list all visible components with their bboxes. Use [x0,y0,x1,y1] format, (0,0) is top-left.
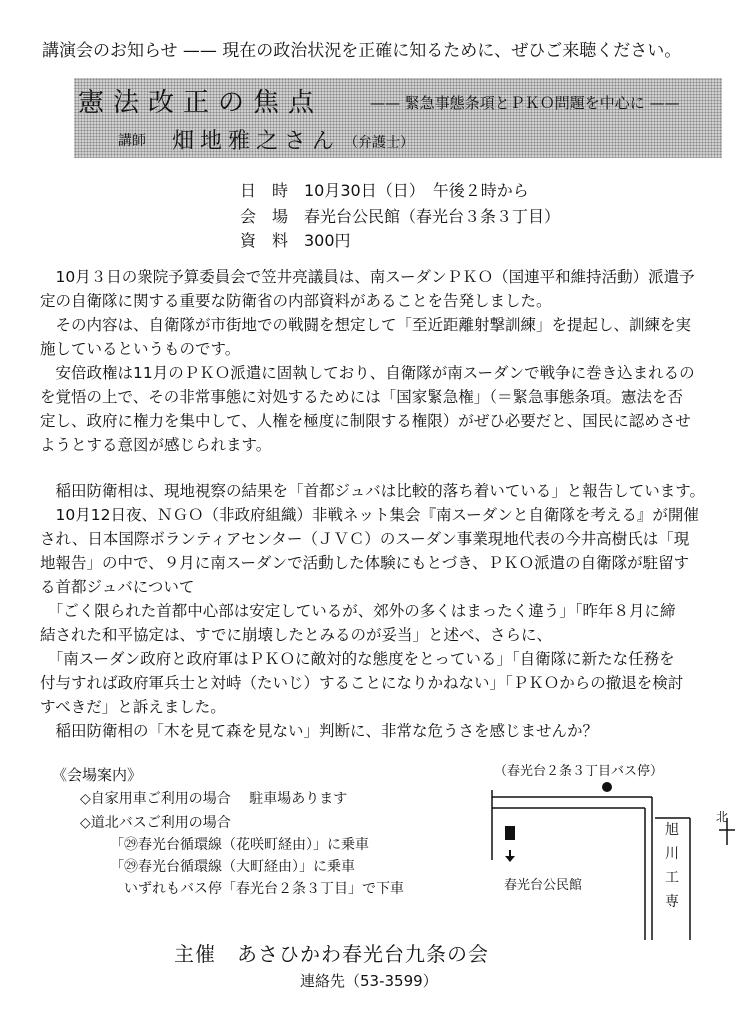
announcement: 講演会のお知らせ —— 現在の政治状況を正確に知るために、ぜひご来聴ください。 [42,41,682,61]
venue-guide-item: いずれもバス停「春光台２条３丁目」で下車 [124,881,404,897]
body-line: 施しているというものです。 [40,340,241,358]
lecture-subtitle: —— 緊急事態条項とＰＫＯ問題を中心に —— [370,94,680,112]
bus-stop-marker [602,782,612,792]
body-line: 10月３日の衆院予算委員会で笠井亮議員は、南スーダンＰＫＯ（国連平和維持活動）派遣予 [40,268,695,286]
body-line: ようとする意図が感じられます。 [40,436,272,454]
body-line: 地報告」の中で、９月に南スーダンで活動した体験にもとづき、ＰＫＯ派遣の自衛隊が駐留す [40,554,690,572]
community-hall-label: 春光台公民館 [504,878,583,893]
venue-guide-item: 「㉙春光台循環線（大町経由）」に乗車 [110,859,355,875]
body-line: 付与すれば政府軍兵士と対峙（たいじ）することになりかねない」「ＰＫＯからの撤退を検討 [40,674,684,692]
college-label: 旭川工専 [665,822,679,910]
hall-arrow-icon [505,850,515,862]
venue-guide-item: ◇自家用車ご利用の場合 駐車場あります [80,791,348,807]
body-line: 稲田防衛相の「木を見て森を見ない」判断に、非常な危うさを感じませんか？ [40,722,599,740]
bus-stop-label: （春光台２条３丁目バス停） [494,764,664,779]
lecturer-note: （弁護士） [344,135,414,151]
north-label: 北 [716,810,729,824]
venue-guide-title: 《会場案内》 [52,766,143,784]
body-line: 定し、政府に権力を集中して、人権を極度に制限する権限）がぜひ必要だと、国民に認めさせ [40,412,691,430]
contact: 連絡先（53-3599） [300,972,438,990]
lecturer-label: 講師 [118,133,146,149]
event-date: 日 時 10月30日（日） 午後２時から [240,181,529,200]
body-line: 結された和平協定は、すでに崩壊したとみるのが妥当」と述べ、さらに、 [40,626,552,644]
body-line: 稲田防衛相は、現地視察の結果を「首都ジュバは比較的落ち着いている」と報告しています。 [40,482,705,500]
community-hall-marker [505,826,515,840]
lecturer-name: 畑地雅之さん [172,129,341,154]
body-line: 安倍政権は11月のＰＫＯ派遣に固執しており、自衛隊が南スーダンで戦争に巻き込まれるの [40,364,695,382]
body-line: 「ごく限られた首都中心部は安定しているが、郊外の多くはまったく違う」「昨年８月に締 [40,602,676,620]
venue-guide-item: 「㉙春光台循環線（花咲町経由）」に乗車 [110,837,369,853]
body-line: その内容は、自衛隊が市街地での戦闘を想定して「至近距離射撃訓練」を提起し、訓練を実 [40,316,692,334]
venue-guide-item: ◇道北バスご利用の場合 [80,815,231,831]
body-line: 「南スーダン政府と政府軍はＰＫＯに敵対的な態度をとっている」「自衛隊に新たな任務を [40,650,675,668]
lecture-title: 憲法改正の焦点 [78,88,324,118]
body-line: を覚悟の上で、その非常事態に対処するためには「国家緊急権」（＝緊急事態条項。憲法を否 [40,388,683,406]
body-line: る首都ジュバについて [40,578,195,596]
body-line: 定の自衛隊に関する重要な防衛省の内部資料があることを告発しました。 [40,292,552,310]
event-fee: 資 料 300円 [240,231,351,250]
organizer: 主催 あさひかわ春光台九条の会 [174,942,489,966]
body-line: すべきだ」と訴えました。 [40,698,226,716]
event-venue: 会 場 春光台公民館（春光台３条３丁目） [240,207,561,226]
body-line: され、日本国際ボランティアセンター（ＪＶＣ）のスーダン事業現地代表の今井高樹氏は「現 [40,530,690,548]
body-line: 10月12日夜、ＮＧＯ（非政府組織）非戦ネット集会『南スーダンと自衛隊を考える』が開催 [40,506,699,524]
